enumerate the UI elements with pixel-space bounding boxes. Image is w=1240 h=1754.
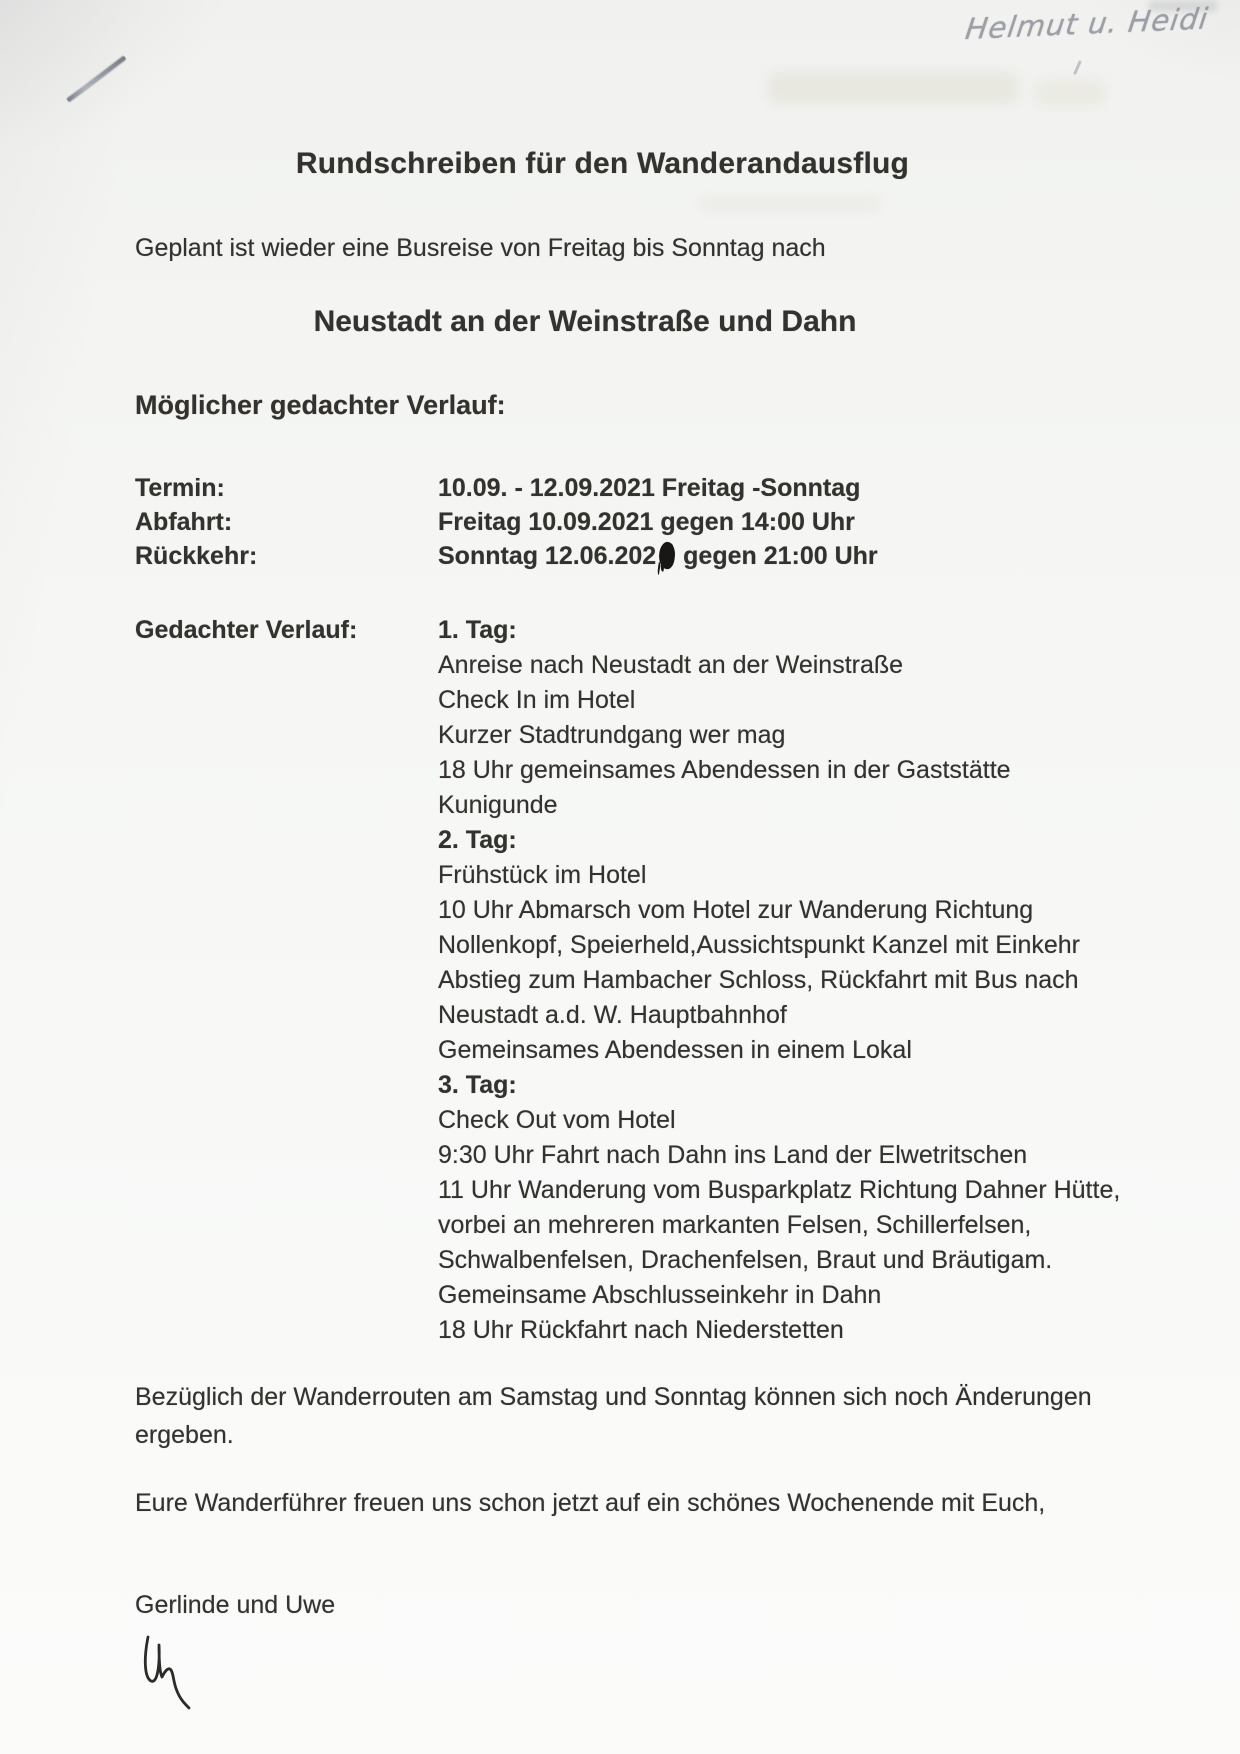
itinerary-line: Gemeinsame Abschlusseinkehr in Dahn	[438, 1281, 882, 1309]
schedule-row-termin	[135, 471, 1135, 505]
itinerary-line: Check In im Hotel	[438, 686, 636, 714]
itinerary-line: 18 Uhr Rückfahrt nach Niederstetten	[438, 1316, 844, 1344]
handwritten-note: Helmut u. Heidi	[963, 1, 1211, 46]
schedule-table	[135, 471, 1135, 573]
destination-heading: Neustadt an der Weinstraße und Dahn	[313, 305, 857, 338]
schedule-row-abfahrt	[135, 505, 1135, 539]
rueckkehr-value	[438, 539, 878, 573]
itinerary-line: 11 Uhr Wanderung vom Busparkplatz Richtung Dahner Hütte,	[438, 1176, 1121, 1204]
itinerary-list	[438, 613, 1158, 1348]
signature-names: Gerlinde und Uwe	[135, 1591, 336, 1619]
handwritten-signature	[140, 1632, 198, 1710]
bleed-through-ghost	[700, 196, 880, 212]
itinerary-line: 10 Uhr Abmarsch vom Hotel zur Wanderung Richtung	[438, 896, 1034, 924]
bleed-through-ghost	[768, 72, 1018, 104]
itinerary-line: Anreise nach Neustadt an der Weinstraße	[438, 651, 904, 679]
itinerary-line: 1. Tag:	[438, 616, 517, 644]
itinerary-line: Frühstück im Hotel	[438, 861, 647, 889]
itinerary-line: Kunigunde	[438, 791, 558, 819]
document-title: Rundschreiben für den Wanderandausflug	[295, 147, 910, 180]
itinerary-line: 2. Tag:	[438, 826, 517, 854]
rueckkehr-label: Rückkehr:	[135, 542, 258, 570]
termin-label: Termin:	[135, 474, 225, 502]
itinerary-line: 3. Tag:	[438, 1071, 517, 1099]
schedule-row-rueckkehr	[135, 539, 1135, 573]
rueckkehr-value-before: Sonntag 12.06.202	[438, 542, 657, 570]
itinerary-line: 9:30 Uhr Fahrt nach Dahn ins Land der Elwetritschen	[438, 1141, 1028, 1169]
itinerary-line: Kurzer Stadtrundgang wer mag	[438, 721, 786, 749]
itinerary-line: Nollenkopf, Speierheld,Aussichtspunkt Kanzel mit Einkehr	[438, 931, 1081, 959]
itinerary-line: Check Out vom Hotel	[438, 1106, 676, 1134]
section-heading: Möglicher gedachter Verlauf:	[135, 390, 506, 420]
closing-line: Bezüglich der Wanderrouten am Samstag und Sonntag können sich noch Änderungen	[135, 1383, 1092, 1411]
abfahrt-value: Freitag 10.09.2021 gegen 14:00 Uhr	[438, 508, 855, 536]
itinerary-line: vorbei an mehreren markanten Felsen, Schillerfelsen,	[438, 1211, 1032, 1239]
itinerary-line: Neustadt a.d. W. Hauptbahnhof	[438, 1001, 787, 1029]
rueckkehr-value-after: gegen 21:00 Uhr	[683, 542, 878, 570]
termin-value: 10.09. - 12.09.2021 Freitag -Sonntag	[438, 474, 861, 502]
itinerary-line: 18 Uhr gemeinsames Abendessen in der Gaststätte	[438, 756, 1011, 784]
closing-paragraph	[135, 1378, 1145, 1454]
pencil-mark	[1073, 60, 1082, 75]
closing-line: ergeben.	[135, 1421, 234, 1449]
itinerary-label: Gedachter Verlauf:	[135, 616, 358, 644]
farewell-line: Eure Wanderführer freuen uns schon jetzt auf ein schönes Wochenende mit Euch,	[135, 1489, 1046, 1517]
ink-scribble	[657, 541, 677, 570]
bleed-through-ghost	[1035, 80, 1105, 106]
staple	[66, 55, 127, 102]
itinerary-line: Abstieg zum Hambacher Schloss, Rückfahrt mit Bus nach	[438, 966, 1079, 994]
itinerary-line: Schwalbenfelsen, Drachenfelsen, Braut und Bräutigam.	[438, 1246, 1053, 1274]
abfahrt-label: Abfahrt:	[135, 508, 233, 536]
intro-line: Geplant ist wieder eine Busreise von Freitag bis Sonntag nach	[135, 234, 826, 262]
itinerary-line: Gemeinsames Abendessen in einem Lokal	[438, 1036, 912, 1064]
